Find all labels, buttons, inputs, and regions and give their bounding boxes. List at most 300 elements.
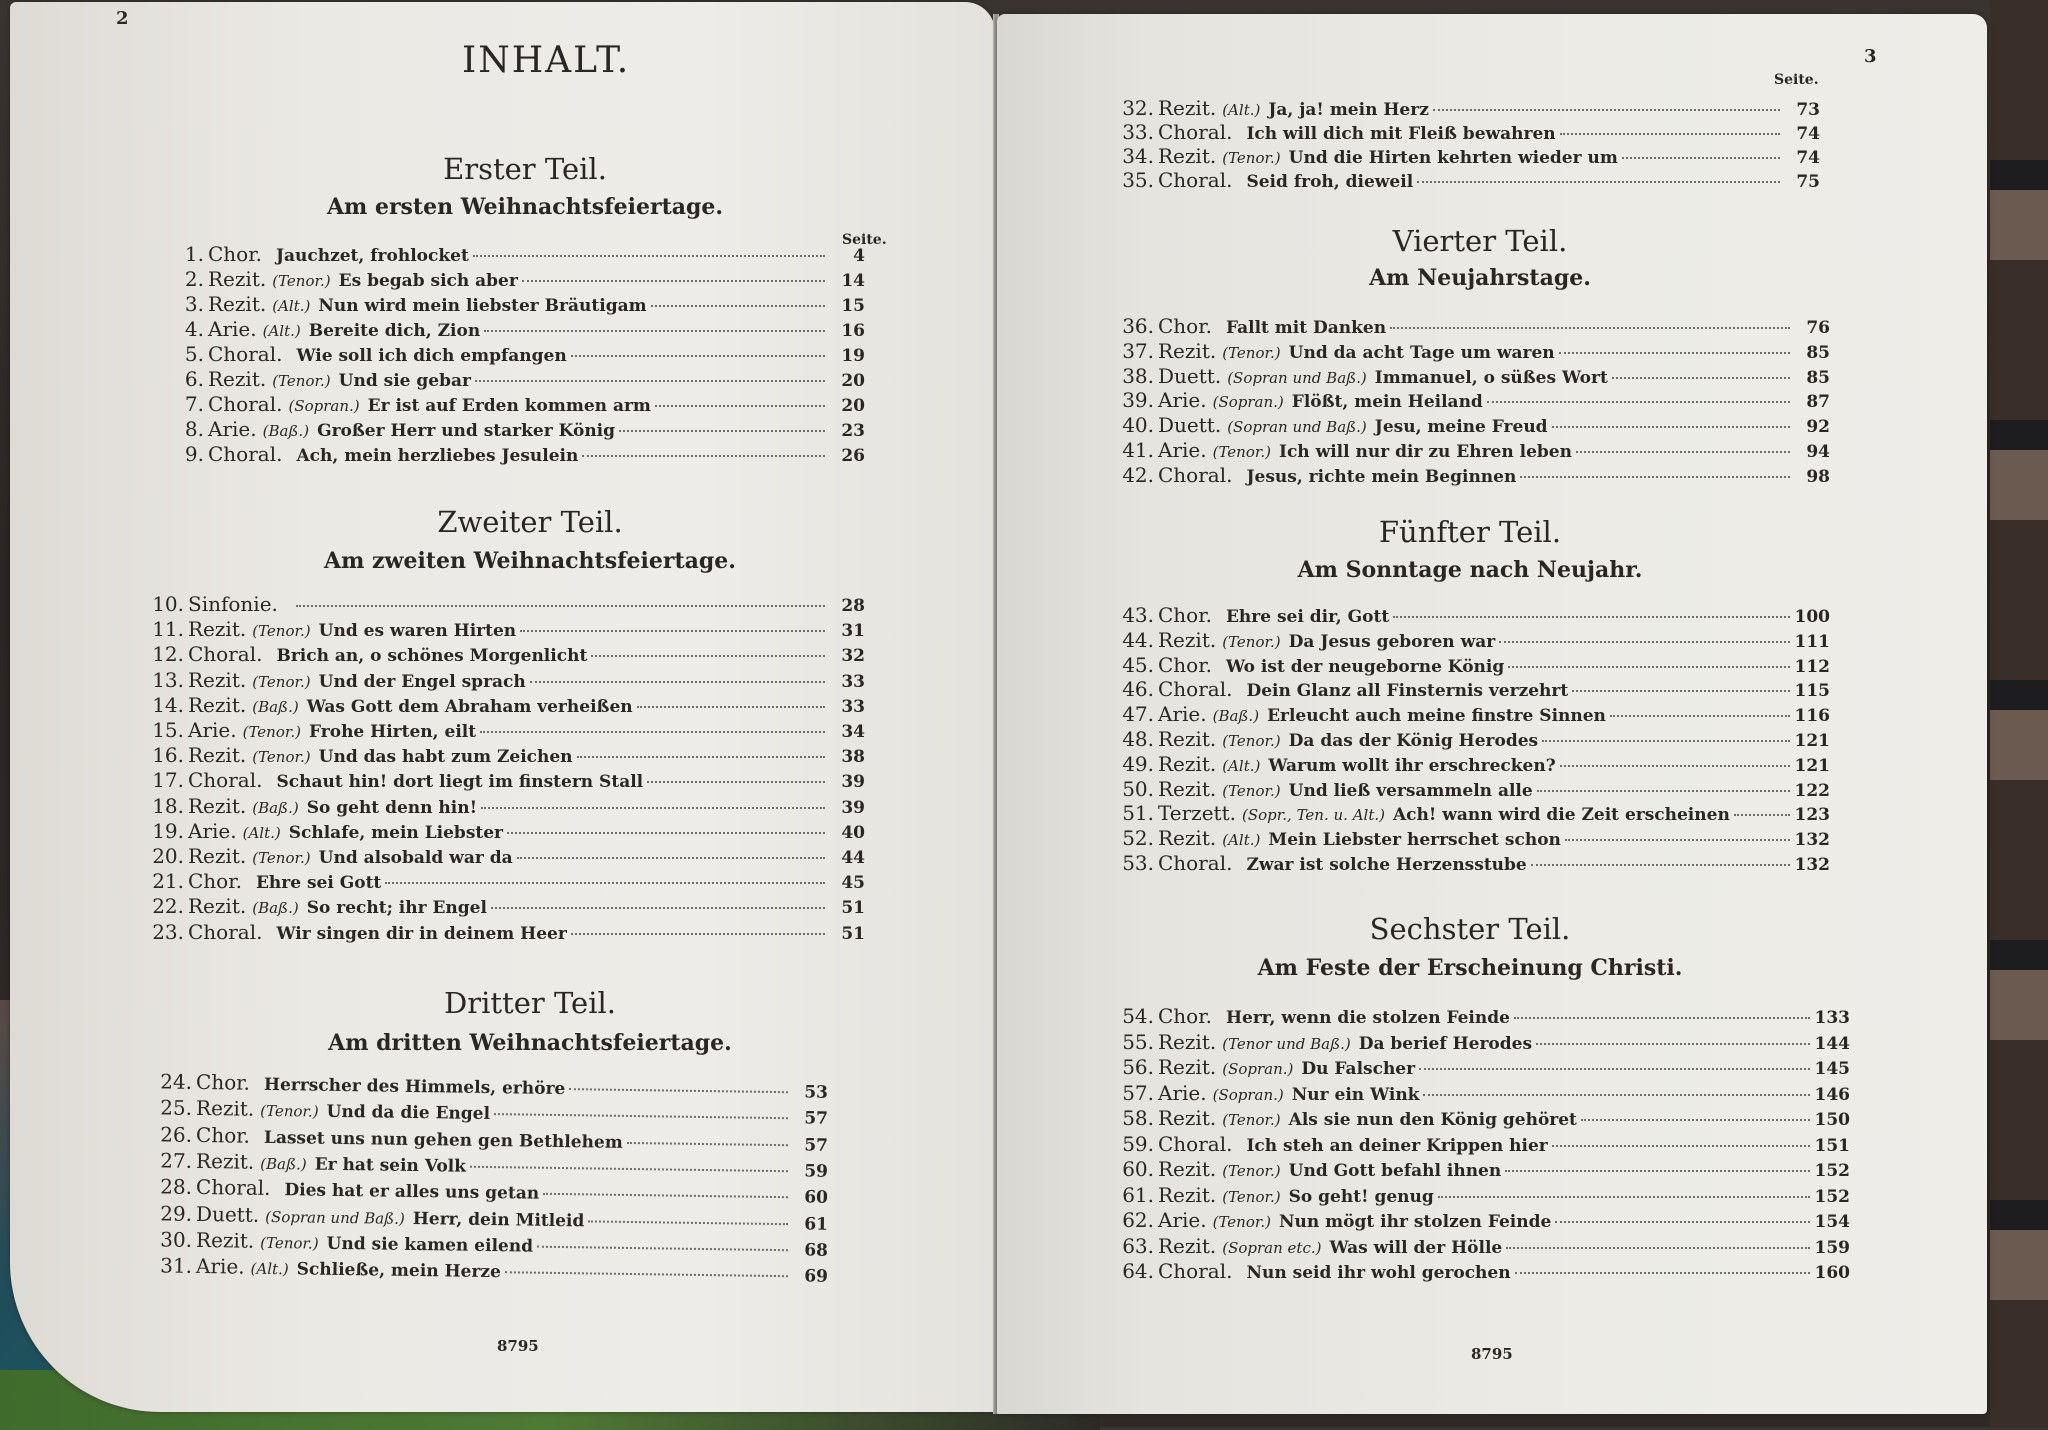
leader-dots xyxy=(647,780,825,783)
entry-title: Warum wollt ihr erschrecken? xyxy=(1268,755,1556,776)
entry-number: 58. xyxy=(1122,1106,1154,1130)
entry-number: 12. xyxy=(152,642,184,667)
entry-page: 51 xyxy=(841,898,865,919)
entry-type: Choral. xyxy=(1158,168,1233,192)
part-title: Dritter Teil. xyxy=(444,986,616,1020)
entry-page: 154 xyxy=(1814,1212,1850,1232)
toc-entry xyxy=(1110,752,1830,776)
toc-entry xyxy=(1110,168,1820,192)
left-page-number: 2 xyxy=(116,8,129,29)
entry-page: 44 xyxy=(841,848,865,868)
entry-title: Und das habt zum Zeichen xyxy=(318,747,573,768)
leader-dots xyxy=(1531,863,1790,866)
entry-number: 31. xyxy=(160,1253,193,1278)
entry-voice: (Baß.) xyxy=(252,899,299,918)
leader-dots xyxy=(494,1112,788,1119)
entry-type: Rezit. xyxy=(1158,826,1217,851)
entry-title: Flößt, mein Heiland xyxy=(1291,392,1483,413)
entry-page: 74 xyxy=(1796,148,1820,168)
toc-entry xyxy=(140,592,865,616)
toc-entry xyxy=(1110,653,1830,677)
entry-type: Arie. xyxy=(1158,1208,1207,1232)
part-title: Vierter Teil. xyxy=(1392,224,1568,258)
entry-title: Dein Glanz all Finsternis verzehrt xyxy=(1246,681,1569,702)
part-subtitle: Am Sonntage nach Neujahr. xyxy=(1297,557,1643,583)
entry-number: 10. xyxy=(152,592,184,616)
leader-dots xyxy=(473,254,825,257)
entry-title: Was will der Hölle xyxy=(1329,1237,1503,1258)
entry-type: Duett. xyxy=(1158,413,1222,438)
entry-type: Arie. xyxy=(188,818,237,843)
entry-page: 144 xyxy=(1814,1033,1850,1054)
entry-number: 21. xyxy=(152,869,184,894)
entry-type: Rezit. xyxy=(188,793,247,818)
entry-page: 74 xyxy=(1796,124,1820,144)
toc-entry xyxy=(1110,364,1830,388)
entry-number: 61. xyxy=(1122,1182,1154,1207)
leader-dots xyxy=(470,1165,788,1172)
entry-number: 16. xyxy=(152,743,184,768)
entry-number: 24. xyxy=(160,1069,193,1094)
toc-entry xyxy=(1110,1234,1850,1258)
part-subtitle: Am Neujahrstage. xyxy=(1369,265,1591,291)
toc-entry xyxy=(1110,120,1820,144)
entry-voice: (Tenor und Baß.) xyxy=(1222,1034,1351,1053)
entry-voice: (Sopran und Baß.) xyxy=(1227,418,1367,437)
entry-title: Und alsobald war da xyxy=(318,848,513,868)
entry-type: Rezit. xyxy=(1158,1182,1217,1207)
entry-type: Choral. xyxy=(1158,1131,1233,1156)
entry-voice: (Baß.) xyxy=(262,422,310,440)
entry-voice: (Sopran etc.) xyxy=(1222,1238,1322,1257)
entry-title: Ehre sei dir, Gott xyxy=(1225,607,1390,627)
entry-number: 54. xyxy=(1122,1004,1154,1028)
entry-type: Rezit. xyxy=(1158,1055,1217,1079)
entry-title: Bereite dich, Zion xyxy=(308,321,481,341)
entry-page: 76 xyxy=(1806,318,1830,338)
entry-page: 121 xyxy=(1794,731,1830,751)
entry-voice: (Tenor.) xyxy=(260,1233,319,1253)
entry-number: 17. xyxy=(152,768,184,793)
leader-dots xyxy=(1499,640,1790,643)
toc-entry xyxy=(1110,702,1830,726)
entry-number: 37. xyxy=(1122,338,1154,363)
entry-number: 42. xyxy=(1122,462,1154,487)
entry-number: 25. xyxy=(160,1095,193,1121)
entry-number: 33. xyxy=(1122,120,1154,144)
entry-number: 15. xyxy=(152,718,184,742)
part-subtitle: Am zweiten Weihnachtsfeiertage. xyxy=(324,548,736,574)
entry-title: Er ist auf Erden kommen arm xyxy=(367,396,651,416)
entry-page: 121 xyxy=(1794,755,1830,776)
entry-type: Rezit. xyxy=(208,267,267,291)
entry-page: 152 xyxy=(1814,1186,1850,1207)
entry-voice: (Tenor.) xyxy=(252,622,311,641)
entry-type: Rezit. xyxy=(1158,338,1217,363)
entry-number: 46. xyxy=(1122,677,1154,702)
entry-title: Und ließ versammeln alle xyxy=(1288,780,1533,801)
background-cables xyxy=(1990,0,2048,1427)
entry-title: Herr, dein Mitleid xyxy=(412,1208,585,1231)
entry-title: Und da acht Tage um waren xyxy=(1288,342,1555,363)
toc-entry xyxy=(140,920,865,944)
entry-voice: (Sopran.) xyxy=(288,397,360,415)
entry-page: 98 xyxy=(1806,466,1830,487)
entry-type: Arie. xyxy=(195,1254,245,1279)
entry-title: Zwar ist solche Herzensstube xyxy=(1246,855,1527,875)
entry-type: Arie. xyxy=(1158,702,1207,727)
entry-type: Rezit. xyxy=(188,743,247,768)
entry-type: Rezit. xyxy=(1158,1233,1217,1258)
entry-number: 52. xyxy=(1122,826,1154,851)
entry-voice: (Alt.) xyxy=(1222,831,1261,850)
leader-dots xyxy=(1514,1016,1810,1019)
entry-number: 35. xyxy=(1122,168,1154,192)
toc-entry xyxy=(140,642,865,666)
entry-title: Ehre sei Gott xyxy=(255,873,382,894)
entry-number: 26. xyxy=(160,1122,193,1147)
entry-voice: (Sopran und Baß.) xyxy=(265,1207,405,1228)
entry-type: Choral. xyxy=(1158,462,1233,487)
leader-dots xyxy=(543,1192,788,1198)
entry-type: Rezit. xyxy=(188,844,247,868)
entry-page: 23 xyxy=(841,421,865,441)
entry-page: 33 xyxy=(841,696,865,717)
entry-title: Nur ein Wink xyxy=(1291,1084,1420,1105)
leader-dots xyxy=(1565,838,1790,841)
contents-heading: INHALT. xyxy=(462,40,631,81)
entry-page: 16 xyxy=(841,321,865,341)
toc-entry xyxy=(140,668,865,692)
entry-page: 159 xyxy=(1814,1237,1850,1258)
entry-type: Rezit. xyxy=(188,894,247,919)
entry-title: Und sie gebar xyxy=(338,371,471,391)
entry-voice: (Tenor.) xyxy=(272,272,331,290)
entry-number: 5. xyxy=(184,342,204,366)
entry-number: 2. xyxy=(184,267,204,291)
toc-entry xyxy=(160,392,865,416)
toc-entry xyxy=(1110,1030,1850,1054)
entry-number: 22. xyxy=(152,894,184,919)
entry-page: 85 xyxy=(1806,342,1830,363)
toc-entry xyxy=(1110,1055,1850,1079)
entry-title: Ich steh an deiner Krippen hier xyxy=(1246,1135,1548,1156)
toc-entry xyxy=(140,693,865,717)
entry-voice: (Tenor.) xyxy=(1222,1162,1281,1180)
entry-page: 15 xyxy=(841,296,865,316)
entry-title: Fallt mit Danken xyxy=(1225,318,1387,338)
entry-type: Chor. xyxy=(1158,603,1212,627)
entry-page: 115 xyxy=(1794,681,1830,702)
entry-number: 38. xyxy=(1122,363,1154,388)
toc-entry xyxy=(1110,1157,1850,1181)
toc-entry xyxy=(140,894,865,918)
entry-type: Rezit. xyxy=(1158,776,1217,801)
entry-type: Rezit. xyxy=(188,667,247,692)
leader-dots xyxy=(582,454,825,457)
entry-title: So geht denn hin! xyxy=(306,797,478,818)
toc-entry xyxy=(1110,851,1830,875)
leader-dots xyxy=(1417,180,1780,183)
toc-entry xyxy=(160,417,865,441)
entry-page: 45 xyxy=(841,873,865,894)
entry-page: 75 xyxy=(1796,172,1820,192)
entry-page: 92 xyxy=(1806,417,1830,438)
entry-voice: (Tenor.) xyxy=(252,748,311,767)
entry-title: Jesus, richte mein Beginnen xyxy=(1246,466,1517,487)
entry-type: Choral. xyxy=(188,919,263,944)
entry-title: Nun mögt ihr stolzen Feinde xyxy=(1279,1212,1552,1232)
entry-voice: (Tenor.) xyxy=(1222,343,1281,362)
entry-type: Rezit. xyxy=(188,692,247,717)
leader-dots xyxy=(1560,764,1790,767)
entry-title: Da berief Herodes xyxy=(1358,1033,1533,1054)
leader-dots xyxy=(577,755,825,758)
entry-type: Chor. xyxy=(1158,652,1212,677)
entry-page: 4 xyxy=(853,246,865,266)
entry-voice: (Tenor.) xyxy=(272,372,331,390)
entry-number: 23. xyxy=(152,919,184,944)
entry-voice: (Tenor.) xyxy=(1212,1213,1271,1231)
entry-type: Rezit. xyxy=(208,292,267,316)
entry-title: Mein Liebster herrschet schon xyxy=(1268,830,1561,851)
entry-number: 43. xyxy=(1122,603,1154,627)
leader-dots xyxy=(537,1244,788,1251)
entry-page: 87 xyxy=(1806,392,1830,413)
part-subtitle: Am ersten Weihnachtsfeiertage. xyxy=(326,194,724,220)
leader-dots xyxy=(1622,156,1780,159)
leader-dots xyxy=(481,806,825,809)
entry-type: Rezit. xyxy=(1158,1106,1217,1130)
entry-page: 59 xyxy=(804,1161,829,1182)
entry-page: 133 xyxy=(1814,1008,1850,1028)
leader-dots xyxy=(517,856,825,859)
leader-dots xyxy=(1734,813,1790,816)
toc-entry xyxy=(160,267,865,291)
entry-type: Terzett. xyxy=(1158,801,1236,826)
leader-dots xyxy=(491,906,825,909)
entry-number: 34. xyxy=(1122,144,1154,168)
entry-page: 132 xyxy=(1794,830,1830,851)
entry-type: Choral. xyxy=(1158,851,1233,875)
leader-dots xyxy=(1423,1093,1810,1096)
toc-entry xyxy=(1110,1004,1850,1028)
entry-voice: (Baß.) xyxy=(1212,707,1260,726)
leader-dots xyxy=(1506,1246,1810,1249)
toc-entry xyxy=(1110,727,1830,751)
toc-entry xyxy=(1110,413,1830,437)
entry-number: 29. xyxy=(160,1200,193,1226)
entry-voice: (Tenor.) xyxy=(252,849,311,867)
toc-entry xyxy=(160,342,865,366)
toc-entry xyxy=(140,869,865,893)
entry-voice: (Alt.) xyxy=(242,823,281,842)
leader-dots xyxy=(1537,789,1790,792)
entry-title: Und es waren Hirten xyxy=(318,621,517,642)
entry-voice: (Tenor.) xyxy=(1222,732,1281,750)
entry-title: Ach! wann wird die Zeit erscheinen xyxy=(1392,805,1730,826)
entry-page: 111 xyxy=(1794,631,1830,652)
leader-dots xyxy=(505,1270,788,1277)
part-title: Erster Teil. xyxy=(443,152,607,186)
entry-type: Choral. xyxy=(188,642,263,667)
entry-page: 151 xyxy=(1814,1135,1850,1156)
leader-dots xyxy=(1559,351,1790,354)
entry-type: Duett. xyxy=(195,1201,260,1227)
toc-entry xyxy=(160,292,865,316)
entry-type: Chor. xyxy=(1158,314,1212,338)
toc-entry xyxy=(1110,388,1830,412)
entry-number: 49. xyxy=(1122,751,1154,776)
leader-dots xyxy=(484,329,825,332)
entry-title: Erleucht auch meine finstre Sinnen xyxy=(1267,706,1606,727)
leader-dots xyxy=(571,354,825,357)
leader-dots xyxy=(1555,1220,1810,1223)
entry-type: Chor. xyxy=(188,869,242,894)
entry-page: 34 xyxy=(841,722,865,742)
entry-title: Brich an, o schönes Morgenlicht xyxy=(276,646,588,667)
entry-number: 8. xyxy=(184,417,204,441)
left-page-footer: 8795 xyxy=(497,1337,539,1355)
entry-page: 132 xyxy=(1794,855,1830,875)
entry-voice: (Sopran und Baß.) xyxy=(1227,368,1367,387)
entry-number: 13. xyxy=(152,667,184,692)
entry-voice: (Alt.) xyxy=(272,297,311,315)
entry-title: Da Jesus geboren war xyxy=(1288,631,1496,652)
entry-voice: (Tenor.) xyxy=(242,723,301,741)
entry-number: 44. xyxy=(1122,627,1154,652)
leader-dots xyxy=(571,932,825,935)
entry-page: 57 xyxy=(804,1108,829,1130)
entry-title: Wo ist der neugeborne König xyxy=(1225,656,1505,677)
right-page-footer: 8795 xyxy=(1471,1345,1513,1363)
leader-dots xyxy=(385,881,825,884)
leader-dots xyxy=(1433,108,1780,111)
leader-dots xyxy=(520,629,825,632)
entry-title: Jesu, meine Freud xyxy=(1374,417,1548,438)
entry-page: 53 xyxy=(804,1082,829,1103)
entry-number: 56. xyxy=(1122,1055,1154,1079)
entry-title: Ja, ja! mein Herz xyxy=(1268,100,1429,120)
entry-number: 11. xyxy=(152,617,184,642)
leader-dots xyxy=(507,831,825,834)
entry-title: Dies hat er alles uns getan xyxy=(284,1180,540,1204)
leader-dots xyxy=(480,730,825,733)
entry-number: 53. xyxy=(1122,851,1154,875)
leader-dots xyxy=(1581,1118,1810,1121)
entry-voice: (Baß.) xyxy=(252,697,299,716)
toc-entry xyxy=(1110,1259,1850,1283)
entry-title: Nun seid ihr wohl gerochen xyxy=(1246,1263,1511,1283)
entry-title: Wie soll ich dich empfangen xyxy=(296,346,567,366)
toc-entry xyxy=(1110,314,1830,338)
toc-entry xyxy=(160,317,865,341)
leader-dots xyxy=(627,1141,788,1146)
entry-type: Rezit. xyxy=(1158,727,1217,751)
toc-entry xyxy=(1110,777,1830,801)
entry-number: 50. xyxy=(1122,776,1154,801)
entry-page: 122 xyxy=(1794,780,1830,801)
leader-dots xyxy=(591,654,825,657)
entry-title: Herr, wenn die stolzen Feinde xyxy=(1225,1008,1510,1028)
entry-number: 18. xyxy=(152,793,184,818)
entry-page: 112 xyxy=(1794,656,1830,677)
entry-page: 85 xyxy=(1806,367,1830,388)
entry-type: Duett. xyxy=(1158,363,1222,388)
entry-number: 7. xyxy=(184,392,204,416)
entry-voice: (Sopr., Ten. u. Alt.) xyxy=(1242,806,1385,825)
entry-title: Seid froh, dieweil xyxy=(1246,172,1414,192)
toc-entry xyxy=(160,367,865,391)
entry-page: 100 xyxy=(1794,607,1830,627)
entry-page: 20 xyxy=(841,396,865,416)
leader-dots xyxy=(1487,400,1790,403)
toc-entry xyxy=(1110,339,1830,363)
entry-type: Arie. xyxy=(188,718,237,742)
seite-label: Seite. xyxy=(1774,72,1819,88)
entry-number: 63. xyxy=(1122,1233,1154,1258)
toc-entry xyxy=(140,617,865,641)
entry-title: Ich will dich mit Fleiß bewahren xyxy=(1246,124,1556,144)
entry-number: 47. xyxy=(1122,702,1154,727)
part-subtitle: Am dritten Weihnachtsfeiertage. xyxy=(328,1030,732,1056)
entry-type: Arie. xyxy=(208,417,257,441)
entry-type: Rezit. xyxy=(1158,96,1217,120)
entry-page: 14 xyxy=(841,271,865,291)
entry-title: Frohe Hirten, eilt xyxy=(309,722,477,742)
right-page-number: 3 xyxy=(1864,46,1877,67)
leader-dots xyxy=(1612,376,1790,379)
entry-page: 60 xyxy=(804,1187,829,1208)
leader-dots xyxy=(655,404,825,407)
entry-page: 51 xyxy=(841,923,865,944)
entry-voice: (Alt.) xyxy=(1222,101,1261,119)
entry-page: 146 xyxy=(1814,1084,1850,1105)
toc-entry xyxy=(1110,438,1830,462)
entry-page: 150 xyxy=(1814,1110,1850,1130)
toc-entry xyxy=(1110,463,1830,487)
entry-voice: (Alt.) xyxy=(1222,756,1261,775)
entry-number: 60. xyxy=(1122,1157,1154,1181)
entry-page: 152 xyxy=(1814,1161,1850,1181)
entry-title: Großer Herr und starker König xyxy=(317,421,616,441)
entry-type: Arie. xyxy=(1158,388,1207,413)
entry-number: 28. xyxy=(160,1174,193,1200)
entry-page: 32 xyxy=(841,646,865,667)
leader-dots xyxy=(1576,450,1790,453)
toc-entry xyxy=(140,718,865,742)
entry-voice: (Baß.) xyxy=(252,798,299,817)
part-title: Zweiter Teil. xyxy=(437,505,623,539)
entry-type: Arie. xyxy=(1158,1080,1207,1105)
entry-type: Rezit. xyxy=(1158,627,1217,652)
entry-voice: (Sopran.) xyxy=(1222,1060,1294,1078)
entry-page: 69 xyxy=(804,1266,829,1287)
entry-title: Und da die Engel xyxy=(326,1102,491,1125)
entry-type: Choral. xyxy=(195,1175,271,1201)
leader-dots xyxy=(1552,425,1790,428)
entry-page: 39 xyxy=(841,772,865,793)
entry-title: Ich will nur dir zu Ehren leben xyxy=(1279,442,1572,462)
part-subtitle: Am Feste der Erscheinung Christi. xyxy=(1257,955,1683,981)
leader-dots xyxy=(588,1219,788,1225)
entry-number: 3. xyxy=(184,292,204,316)
entry-number: 27. xyxy=(160,1148,193,1173)
toc-entry xyxy=(1110,1081,1850,1105)
entry-title: Nun wird mein liebster Bräutigam xyxy=(318,296,647,316)
entry-page: 40 xyxy=(841,822,865,843)
toc-entry xyxy=(1110,1208,1850,1232)
